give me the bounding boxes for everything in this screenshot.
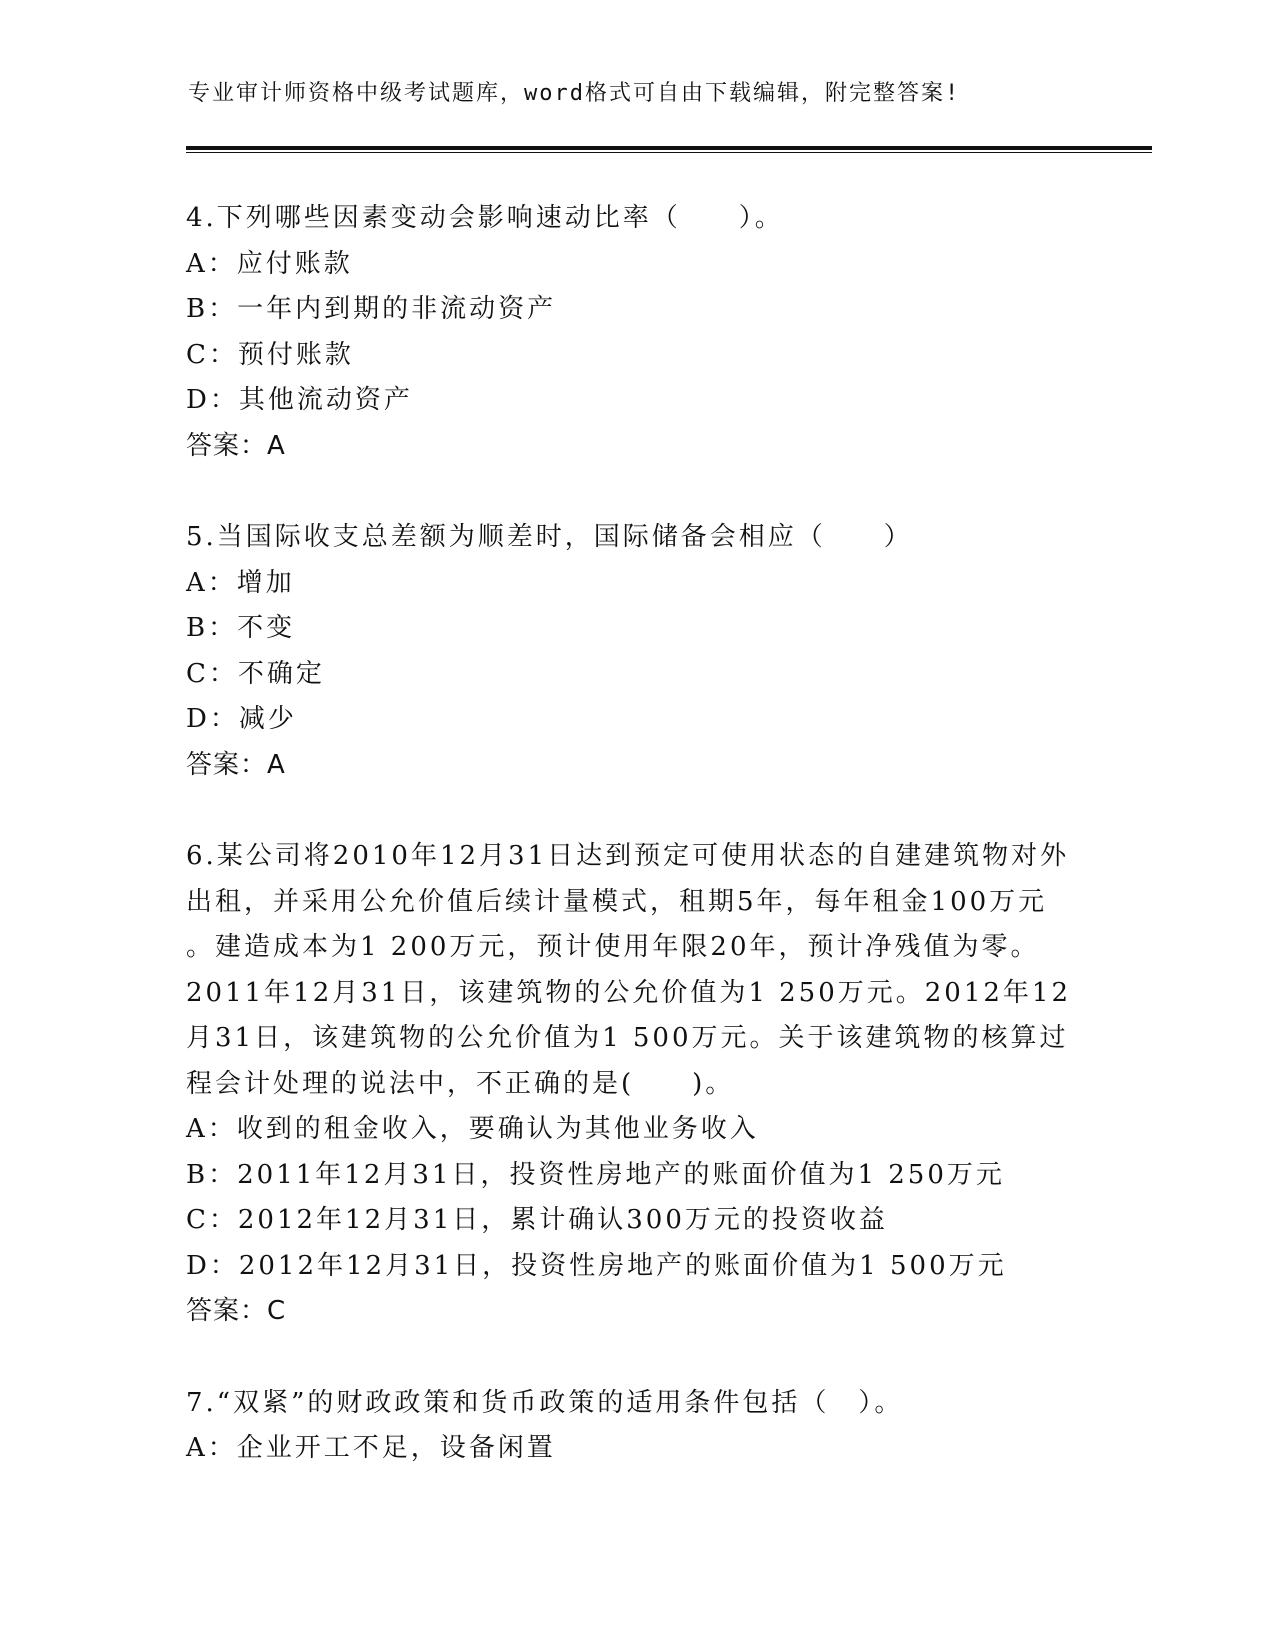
question-4 <box>186 196 1086 469</box>
option-c: C：2012年12月31日，累计确认300万元的投资收益 <box>186 1205 888 1235</box>
option-b: B：2011年12月31日，投资性房地产的账面价值为1 250万元 <box>186 1159 1005 1190</box>
question-stem <box>186 196 1086 242</box>
question-6 <box>186 834 1086 1335</box>
stem-line: 7.“双紧”的财政政策和货币政策的适用条件包括（ ）。 <box>186 1387 904 1418</box>
header-text: 专业审计师资格中级考试题库，word格式可自由下载编辑，附完整答案! <box>188 81 961 106</box>
stem-line: 4.下列哪些因素变动会影响速动比率（ ）。 <box>186 203 784 233</box>
question-stem <box>186 834 1086 1107</box>
stem-line: 程会计处理的说法中，不正确的是( )。 <box>186 1068 735 1099</box>
option-a: A：企业开工不足，设备闲置 <box>186 1433 556 1463</box>
answer-line: 答案：A <box>186 749 286 780</box>
stem-line: 月31日，该建筑物的公允价值为1 500万元。关于该建筑物的核算过 <box>186 1023 1069 1053</box>
option-d: D：减少 <box>186 704 297 734</box>
stem-line: 出租，并采用公允价值后续计量模式，租期5年，每年租金100万元 <box>186 886 1048 917</box>
option-d: D：2012年12月31日，投资性房地产的账面价值为1 500万元 <box>186 1250 1007 1281</box>
option-b: B：不变 <box>186 613 296 643</box>
question-5 <box>186 515 1086 788</box>
question-list <box>186 196 1086 1518</box>
question-stem <box>186 1381 1086 1427</box>
option-a: A：收到的租金收入，要确认为其他业务收入 <box>186 1114 759 1144</box>
stem-line: 6.某公司将2010年12月31日达到预定可使用状态的自建建筑物对外 <box>186 841 1070 871</box>
option-a: A：应付账款 <box>186 248 353 279</box>
answer-line: 答案：A <box>186 430 286 461</box>
header-rule-thin <box>186 152 1152 153</box>
header-rule-thick <box>186 146 1152 150</box>
stem-line: 2011年12月31日，该建筑物的公允价值为1 250万元。2012年12 <box>186 977 1072 1008</box>
question-stem <box>186 515 1086 561</box>
question-7 <box>186 1381 1086 1472</box>
option-c: C：预付账款 <box>186 339 354 370</box>
stem-line: 5.当国际收支总差额为顺差时，国际储备会相应（ ） <box>186 522 913 552</box>
option-d: D：其他流动资产 <box>186 385 413 415</box>
stem-line: 。建造成本为1 200万元，预计使用年限20年，预计净残值为零。 <box>186 932 1040 962</box>
answer-line: 答案：C <box>186 1296 287 1326</box>
option-a: A：增加 <box>186 567 295 598</box>
option-c: C：不确定 <box>186 658 325 689</box>
option-b: B：一年内到期的非流动资产 <box>186 294 557 324</box>
